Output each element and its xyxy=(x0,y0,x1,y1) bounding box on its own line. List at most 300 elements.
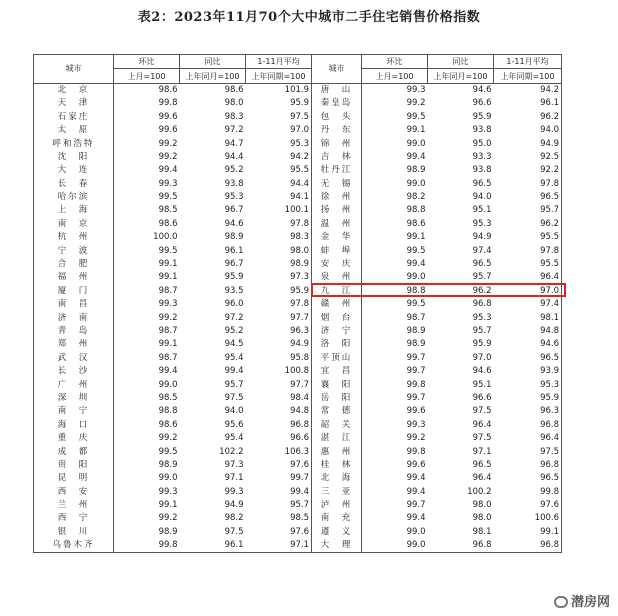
mom-value: 98.7 xyxy=(406,312,426,323)
avg-value: 94.8 xyxy=(246,405,312,418)
avg-value: 97.1 xyxy=(246,539,312,553)
city-name: 西 安 xyxy=(34,486,114,499)
mom-value: 99.1 xyxy=(158,500,178,511)
mom-value: 99.5 xyxy=(406,245,426,256)
table-row xyxy=(34,419,562,432)
city-name: 唐 山 xyxy=(312,83,362,97)
table-row xyxy=(34,472,562,485)
city-name: 长 春 xyxy=(34,178,114,191)
yoy-value: 95.7 xyxy=(224,379,244,390)
mom-value: 99.4 xyxy=(406,151,426,162)
city-name: 成 都 xyxy=(34,445,114,458)
city-name: 北 京 xyxy=(34,83,114,97)
mom-value: 98.9 xyxy=(158,459,178,470)
avg-value: 96.8 xyxy=(494,419,562,432)
city-name: 包 头 xyxy=(312,111,362,124)
table-row xyxy=(34,365,562,378)
mom-value: 99.8 xyxy=(406,446,426,457)
table-row xyxy=(34,298,562,311)
city-name: 赣 州 xyxy=(312,298,362,311)
table-row xyxy=(34,405,562,418)
mom-value: 99.3 xyxy=(406,419,426,430)
mom-value: 99.0 xyxy=(406,272,426,283)
yoy-value: 94.0 xyxy=(472,192,492,203)
city-name: 郑 州 xyxy=(34,338,114,351)
mom-value: 99.4 xyxy=(406,486,426,497)
mom-value: 99.0 xyxy=(406,178,426,189)
avg-value: 97.8 xyxy=(246,218,312,231)
header-mom-left: 环比 xyxy=(114,55,180,69)
mom-value: 98.7 xyxy=(158,285,178,296)
table-row xyxy=(34,124,562,137)
header-mom-right: 环比 xyxy=(362,55,428,69)
city-name: 乌鲁木齐 xyxy=(34,539,114,553)
header-mom-base-left: 上月=100 xyxy=(114,69,180,83)
city-name: 扬 州 xyxy=(312,204,362,217)
city-name: 惠 州 xyxy=(312,445,362,458)
table-row xyxy=(34,204,562,217)
avg-value: 93.9 xyxy=(494,365,562,378)
yoy-value: 94.9 xyxy=(224,500,244,511)
mom-value: 99.0 xyxy=(362,539,428,553)
table-row xyxy=(34,539,562,553)
city-name: 贵 阳 xyxy=(34,459,114,472)
table-row xyxy=(34,352,562,365)
city-name: 呼和浩特 xyxy=(34,137,114,150)
mom-value: 99.1 xyxy=(406,125,426,136)
city-name: 兰 州 xyxy=(34,499,114,512)
mom-value: 98.8 xyxy=(158,406,178,417)
yoy-value: 95.7 xyxy=(472,326,492,336)
yoy-value: 94.5 xyxy=(224,339,244,350)
mom-value: 99.3 xyxy=(158,299,178,310)
avg-value: 96.3 xyxy=(246,325,312,338)
table-row xyxy=(34,338,562,351)
mom-value: 98.6 xyxy=(158,84,178,95)
yoy-value: 96.6 xyxy=(472,392,492,403)
avg-value: 97.5 xyxy=(246,111,312,124)
city-name: 遵 义 xyxy=(312,526,362,539)
mom-value: 99.3 xyxy=(406,84,426,95)
yoy-value: 98.0 xyxy=(472,500,492,511)
yoy-value: 94.6 xyxy=(224,218,244,229)
avg-value: 96.8 xyxy=(494,459,562,472)
mom-value: 98.9 xyxy=(406,165,426,176)
mom-value: 98.2 xyxy=(406,192,426,203)
city-name: 襄 阳 xyxy=(312,378,362,391)
yoy-value: 98.2 xyxy=(224,513,244,524)
avg-value: 94.1 xyxy=(246,191,312,204)
avg-value: 95.3 xyxy=(246,137,312,150)
city-name: 上 海 xyxy=(34,204,114,217)
table-row xyxy=(34,392,562,405)
avg-value: 96.4 xyxy=(494,432,562,445)
avg-value: 97.5 xyxy=(494,445,562,458)
avg-value: 97.8 xyxy=(494,244,562,257)
yoy-value: 94.7 xyxy=(224,138,244,149)
city-name: 石家庄 xyxy=(34,111,114,124)
city-name: 合 肥 xyxy=(34,258,114,271)
mom-value: 99.2 xyxy=(406,433,426,444)
yoy-value: 98.6 xyxy=(224,84,244,95)
avg-value: 97.6 xyxy=(246,526,312,539)
yoy-value: 100.2 xyxy=(467,486,492,497)
header-yoy-right: 同比 xyxy=(428,55,494,69)
header-city-right: 城市 xyxy=(312,55,362,84)
avg-value: 95.7 xyxy=(246,499,312,512)
mom-value: 99.0 xyxy=(406,138,426,149)
city-name: 大 连 xyxy=(34,164,114,177)
yoy-value: 96.6 xyxy=(472,98,492,109)
avg-value: 94.4 xyxy=(246,178,312,191)
yoy-value: 94.6 xyxy=(472,366,492,377)
mom-value: 99.0 xyxy=(406,526,426,537)
city-name: 安 庆 xyxy=(312,258,362,271)
mom-value: 99.1 xyxy=(158,259,178,270)
yoy-value: 97.2 xyxy=(224,312,244,323)
city-name: 无 锡 xyxy=(312,178,362,191)
mom-value: 99.1 xyxy=(406,232,426,243)
mom-value: 98.9 xyxy=(158,526,178,537)
avg-value: 95.7 xyxy=(494,204,562,217)
yoy-value: 95.4 xyxy=(224,433,244,444)
mom-value: 99.6 xyxy=(406,459,426,470)
table-row xyxy=(34,97,562,110)
avg-value: 97.6 xyxy=(246,459,312,472)
city-name: 深 圳 xyxy=(34,392,114,405)
yoy-value: 95.3 xyxy=(224,192,244,203)
yoy-value: 99.3 xyxy=(224,486,244,497)
table-body xyxy=(34,83,562,553)
yoy-value: 95.1 xyxy=(472,205,492,216)
avg-value: 99.1 xyxy=(494,526,562,539)
city-name: 宁 波 xyxy=(34,244,114,257)
table-row xyxy=(34,432,562,445)
city-name: 牡丹江 xyxy=(312,164,362,177)
city-name: 徐 州 xyxy=(312,191,362,204)
city-name: 岳 阳 xyxy=(312,392,362,405)
yoy-value: 97.5 xyxy=(224,392,244,403)
avg-value: 100.8 xyxy=(246,365,312,378)
avg-value: 94.2 xyxy=(494,83,562,97)
yoy-value: 96.2 xyxy=(472,285,492,296)
avg-value: 97.0 xyxy=(246,124,312,137)
yoy-value: 99.4 xyxy=(224,366,244,377)
city-name: 银 川 xyxy=(34,526,114,539)
table-row xyxy=(34,445,562,458)
mom-value: 99.5 xyxy=(158,245,178,256)
table-row xyxy=(34,486,562,499)
city-name: 天 津 xyxy=(34,97,114,110)
city-name: 泸 州 xyxy=(312,499,362,512)
table-row xyxy=(34,258,562,271)
avg-value: 98.0 xyxy=(246,244,312,257)
table-row xyxy=(34,178,562,191)
city-name: 西 宁 xyxy=(34,512,114,525)
yoy-value: 98.9 xyxy=(224,232,244,243)
mom-value: 98.6 xyxy=(158,419,178,430)
highlight-box xyxy=(311,283,566,297)
table-row xyxy=(34,459,562,472)
yoy-value: 93.5 xyxy=(224,285,244,296)
yoy-value: 96.4 xyxy=(472,419,492,430)
mom-value: 99.1 xyxy=(158,272,178,283)
yoy-value: 98.1 xyxy=(472,526,492,537)
table-row xyxy=(34,231,562,244)
yoy-value: 97.3 xyxy=(224,459,244,470)
city-name: 济 南 xyxy=(34,311,114,324)
avg-value: 95.9 xyxy=(246,285,312,298)
mom-value: 98.5 xyxy=(158,205,178,216)
mom-value: 99.2 xyxy=(158,433,178,444)
mom-value: 99.8 xyxy=(158,98,178,109)
mom-value: 98.9 xyxy=(406,339,426,350)
avg-value: 95.9 xyxy=(246,97,312,110)
yoy-value: 95.6 xyxy=(224,419,244,430)
city-name: 青 岛 xyxy=(34,325,114,338)
city-name: 南 昌 xyxy=(34,298,114,311)
yoy-value: 95.4 xyxy=(224,352,244,363)
city-name: 宜 昌 xyxy=(312,365,362,378)
avg-value: 94.2 xyxy=(246,151,312,164)
yoy-value: 96.4 xyxy=(472,473,492,484)
city-name: 济 宁 xyxy=(312,325,362,338)
price-index-table xyxy=(33,54,562,553)
city-name: 北 海 xyxy=(312,472,362,485)
city-name: 海 口 xyxy=(34,419,114,432)
mom-value: 99.7 xyxy=(406,500,426,511)
yoy-value: 94.6 xyxy=(472,84,492,95)
avg-value: 92.5 xyxy=(494,151,562,164)
mom-value: 99.6 xyxy=(158,125,178,136)
avg-value: 96.2 xyxy=(494,218,562,231)
table-row xyxy=(34,111,562,124)
header-avg-base-left: 上年同期=100 xyxy=(246,69,312,83)
avg-value: 96.5 xyxy=(494,191,562,204)
yoy-value: 96.5 xyxy=(472,178,492,189)
city-name: 常 德 xyxy=(312,405,362,418)
city-name: 广 州 xyxy=(34,378,114,391)
mom-value: 98.7 xyxy=(158,352,178,363)
yoy-value: 95.2 xyxy=(224,165,244,176)
avg-value: 98.3 xyxy=(246,231,312,244)
yoy-value: 95.1 xyxy=(472,379,492,390)
avg-value: 100.1 xyxy=(246,204,312,217)
mom-value: 99.3 xyxy=(158,486,178,497)
avg-value: 96.4 xyxy=(494,271,562,284)
city-name: 长 沙 xyxy=(34,365,114,378)
mom-value: 99.5 xyxy=(158,446,178,457)
city-name: 平顶山 xyxy=(312,352,362,365)
mom-value: 99.6 xyxy=(406,406,426,417)
city-name: 三 亚 xyxy=(312,486,362,499)
avg-value: 95.5 xyxy=(246,164,312,177)
city-name: 泉 州 xyxy=(312,271,362,284)
city-name: 蚌 埠 xyxy=(312,244,362,257)
mom-value: 99.8 xyxy=(406,379,426,390)
mom-value: 99.5 xyxy=(406,299,426,310)
yoy-value: 96.8 xyxy=(428,539,494,553)
yoy-value: 93.3 xyxy=(472,151,492,162)
yoy-value: 95.0 xyxy=(472,138,492,149)
mom-value: 98.8 xyxy=(406,285,426,296)
mom-value: 99.2 xyxy=(158,138,178,149)
yoy-value: 98.3 xyxy=(224,111,244,122)
yoy-value: 96.7 xyxy=(224,205,244,216)
table-row xyxy=(34,191,562,204)
table-row xyxy=(34,83,562,97)
watermark-text: 潜房网 xyxy=(570,595,610,610)
mom-value: 99.2 xyxy=(158,151,178,162)
yoy-value: 98.0 xyxy=(472,513,492,524)
mom-value: 99.8 xyxy=(114,539,180,553)
avg-value: 95.3 xyxy=(494,378,562,391)
avg-value: 94.8 xyxy=(494,325,562,338)
mom-value: 99.4 xyxy=(406,259,426,270)
yoy-value: 93.8 xyxy=(472,125,492,136)
avg-value: 95.5 xyxy=(494,231,562,244)
avg-value: 97.0 xyxy=(494,285,562,298)
avg-value: 94.0 xyxy=(494,124,562,137)
mom-value: 98.6 xyxy=(406,218,426,229)
yoy-value: 96.1 xyxy=(224,245,244,256)
mom-value: 99.7 xyxy=(406,352,426,363)
mom-value: 99.0 xyxy=(158,473,178,484)
yoy-value: 97.5 xyxy=(224,526,244,537)
table-row xyxy=(34,151,562,164)
mom-value: 99.5 xyxy=(158,192,178,203)
mom-value: 99.2 xyxy=(158,312,178,323)
mom-value: 98.7 xyxy=(158,326,178,336)
wechat-icon xyxy=(554,596,568,608)
city-name: 温 州 xyxy=(312,218,362,231)
city-name: 南 充 xyxy=(312,512,362,525)
yoy-value: 95.3 xyxy=(472,218,492,229)
avg-value: 97.6 xyxy=(494,499,562,512)
yoy-value: 102.2 xyxy=(219,446,244,457)
avg-value: 96.1 xyxy=(494,97,562,110)
city-name: 丹 东 xyxy=(312,124,362,137)
avg-value: 95.9 xyxy=(494,392,562,405)
avg-value: 97.3 xyxy=(246,271,312,284)
yoy-value: 96.1 xyxy=(180,539,246,553)
avg-value: 96.3 xyxy=(494,405,562,418)
city-name: 秦皇岛 xyxy=(312,97,362,110)
avg-value: 100.6 xyxy=(494,512,562,525)
avg-value: 96.8 xyxy=(246,419,312,432)
mom-value: 99.5 xyxy=(406,111,426,122)
avg-value: 96.5 xyxy=(494,352,562,365)
city-name: 韶 关 xyxy=(312,419,362,432)
table-row xyxy=(34,512,562,525)
table-row xyxy=(34,244,562,257)
yoy-value: 97.5 xyxy=(472,433,492,444)
city-name: 沈 阳 xyxy=(34,151,114,164)
yoy-value: 97.5 xyxy=(472,406,492,417)
yoy-value: 97.0 xyxy=(472,352,492,363)
yoy-value: 97.1 xyxy=(224,473,244,484)
mom-value: 99.2 xyxy=(406,98,426,109)
yoy-value: 94.4 xyxy=(224,151,244,162)
city-name: 重 庆 xyxy=(34,432,114,445)
watermark xyxy=(554,591,610,610)
avg-value: 101.9 xyxy=(246,83,312,97)
mom-value: 98.8 xyxy=(406,205,426,216)
yoy-value: 96.7 xyxy=(224,259,244,270)
city-name: 金 华 xyxy=(312,231,362,244)
avg-value: 99.4 xyxy=(246,486,312,499)
avg-value: 94.9 xyxy=(494,137,562,150)
avg-value: 98.1 xyxy=(494,311,562,324)
avg-value: 94.9 xyxy=(246,338,312,351)
mom-value: 99.2 xyxy=(158,513,178,524)
yoy-value: 94.0 xyxy=(224,406,244,417)
avg-value: 97.7 xyxy=(246,378,312,391)
yoy-value: 98.0 xyxy=(224,98,244,109)
avg-value: 95.5 xyxy=(494,258,562,271)
mom-value: 100.0 xyxy=(153,232,178,243)
city-name: 南 宁 xyxy=(34,405,114,418)
avg-value: 97.8 xyxy=(494,178,562,191)
avg-value: 99.8 xyxy=(494,486,562,499)
mom-value: 99.6 xyxy=(158,111,178,122)
avg-value: 96.6 xyxy=(246,432,312,445)
avg-value: 98.9 xyxy=(246,258,312,271)
mom-value: 98.5 xyxy=(158,392,178,403)
city-name: 桂 林 xyxy=(312,459,362,472)
city-name: 太 原 xyxy=(34,124,114,137)
mom-value: 99.4 xyxy=(158,165,178,176)
table-row xyxy=(34,378,562,391)
yoy-value: 96.5 xyxy=(472,259,492,270)
mom-value: 98.6 xyxy=(158,218,178,229)
yoy-value: 97.4 xyxy=(472,245,492,256)
yoy-value: 95.2 xyxy=(224,326,244,336)
city-name: 洛 阳 xyxy=(312,338,362,351)
avg-value: 97.8 xyxy=(246,298,312,311)
mom-value: 98.9 xyxy=(406,326,426,336)
mom-value: 99.4 xyxy=(406,513,426,524)
header-avg-left: 1-11月平均 xyxy=(246,55,312,69)
table-row xyxy=(34,526,562,539)
header-yoy-base-right: 上年同月=100 xyxy=(428,69,494,83)
city-name: 烟 台 xyxy=(312,311,362,324)
mom-value: 99.4 xyxy=(158,366,178,377)
yoy-value: 95.9 xyxy=(472,339,492,350)
yoy-value: 96.0 xyxy=(224,299,244,310)
city-name: 大 理 xyxy=(312,539,362,553)
city-name: 福 州 xyxy=(34,271,114,284)
city-name: 昆 明 xyxy=(34,472,114,485)
avg-value: 98.4 xyxy=(246,392,312,405)
avg-value: 106.3 xyxy=(246,445,312,458)
header-avg-base-right: 上年同期=100 xyxy=(494,69,562,83)
table-row xyxy=(34,311,562,324)
city-name: 南 京 xyxy=(34,218,114,231)
table-row xyxy=(34,218,562,231)
avg-value: 97.7 xyxy=(246,311,312,324)
avg-value: 96.8 xyxy=(494,539,562,553)
yoy-value: 95.9 xyxy=(472,111,492,122)
yoy-value: 96.5 xyxy=(472,459,492,470)
yoy-value: 97.1 xyxy=(472,446,492,457)
city-name: 厦 门 xyxy=(34,285,114,298)
mom-value: 99.4 xyxy=(406,473,426,484)
yoy-value: 97.2 xyxy=(224,125,244,136)
avg-value: 96.5 xyxy=(494,472,562,485)
table-title: 表2：2023年11月70个大中城市二手住宅销售价格指数 xyxy=(137,10,481,25)
mom-value: 99.0 xyxy=(158,379,178,390)
